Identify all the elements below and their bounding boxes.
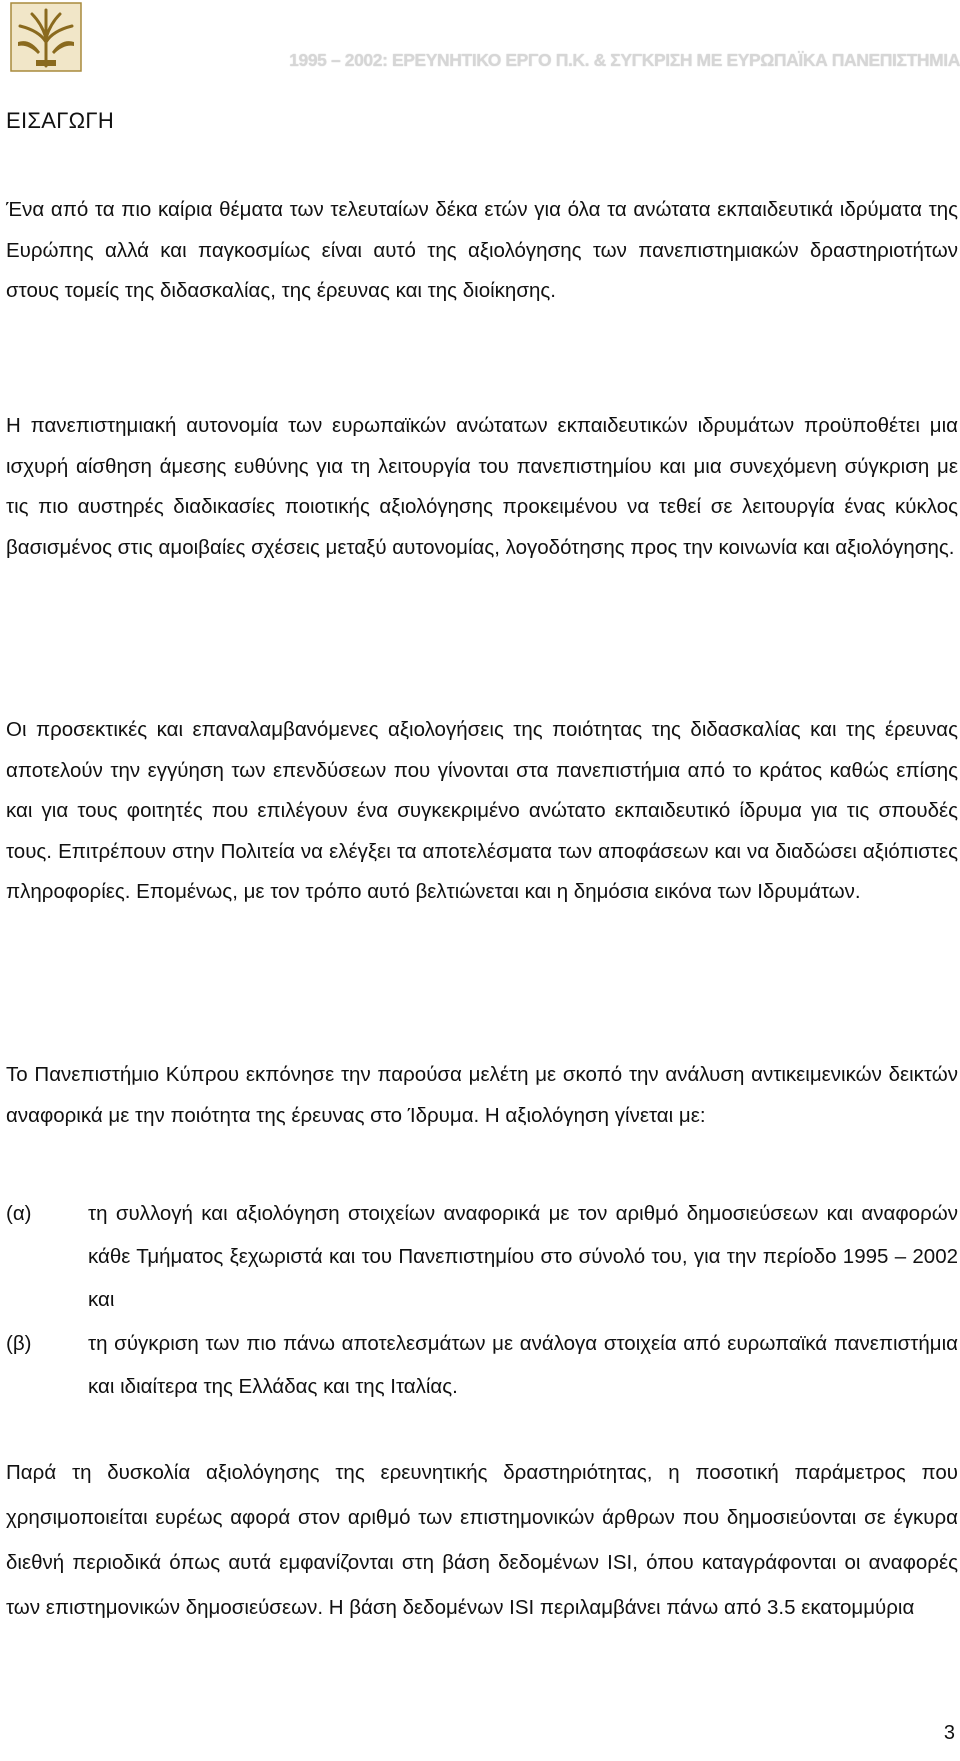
paragraph: Παρά τη δυσκολία αξιολόγησης της ερευνητικής δραστηριότητας, η ποσοτική παράμετρος που χρησιμοποιείται ευρέως αφορά στον αριθμό των επιστημονικών άρθρων που δημοσιεύονται σε έγκυρα διεθνή περιοδικά όπως αυτά εμφανίζονται στη βάση δεδομένων ISI, όπου καταγράφονται οι αναφορές των επιστημονικών δημοσιεύσεων. Η βάση δεδομένων ISI περιλαμβάνει πάνω από 3.5 εκατομμύρια [6, 1461, 958, 1619]
paragraph: Η πανεπιστημιακή αυτονομία των ευρωπαϊκών ανώτατων εκπαιδευτικών ιδρυμάτων προϋποθέτει μια ισχυρή αίσθηση άμεσης ευθύνης για τη λειτουργία του πανεπιστημίου και μια συνεχόμενη σύγκριση με τις πιο αυστηρές διαδικασίες ποιοτικής αξιολόγησης προκειμένου να τεθεί σε λειτουργία ένας κύκλος βασισμένος στις αμοιβαίες σχέσεις μεταξύ αυτονομίας, λογοδότησης προς την κοινωνία και αξιολόγησης. [6, 414, 958, 559]
page-number: 3 [943, 1722, 955, 1744]
university-cyprus-tree-logo-icon [10, 2, 82, 72]
paragraph: Το Πανεπιστήμιο Κύπρου εκπόνησε την παρούσα μελέτη με σκοπό την ανάλυση αντικειμενικών δεικτών αναφορικά με την ποιότητα της έρευνας στο Ίδρυμα. Η αξιολόγηση γίνεται με: [6, 1063, 958, 1127]
list-item-text: τη συλλογή και αξιολόγηση στοιχείων αναφορικά με τον αριθμό δημοσιεύσεων και αναφορών κάθε Τμήματος ξεχωριστά και του Πανεπιστημίου στο σύνολό του, για την περίοδο 1995 – 2002 και [88, 1202, 958, 1311]
running-title: 1995 – 2002: ΕΡΕΥΝΗΤΙΚΟ ΕΡΓΟ Π.Κ. & ΣΥΓΚΡΙΣΗ ΜΕ ΕΥΡΩΠΑΪΚΑ ΠΑΝΕΠΙΣΤΗΜΙΑ [289, 50, 960, 70]
paragraph: Οι προσεκτικές και επαναλαμβανόμενες αξιολογήσεις της ποιότητας της διδασκαλίας και της έρευνας αποτελούν την εγγύηση των επενδύσεων που γίνονται στα πανεπιστήμια από το κράτος καθώς επίσης και για τους φοιτητές που επιλέγουν ένα συγκεκριμένο ανώτατο εκπαιδευτικό ίδρυμα για τις σπουδές τους. Επιτρέπουν στην Πολιτεία να ελέγξει τα αποτελέσματα των αποφάσεων και να διαδώσει αξιόπιστες πληροφορίες. Επομένως, με τον τρόπο αυτό βελτιώνεται και η δημόσια εικόνα των Ιδρυμάτων. [6, 718, 958, 904]
list-item-text: τη σύγκριση των πιο πάνω αποτελεσμάτων με ανάλογα στοιχεία από ευρωπαϊκά πανεπιστήμια και ιδιαίτερα της Ελλάδας και της Ιταλίας. [88, 1332, 958, 1398]
paragraph: Ένα από τα πιο καίρια θέματα των τελευταίων δέκα ετών για όλα τα ανώτατα εκπαιδευτικά ιδρύματα της Ευρώπης αλλά και παγκοσμίως είναι αυτό της αξιολόγησης των πανεπιστημιακών δραστηριοτήτων στους τομείς της διδασκαλίας, της έρευνας και της διοίκησης. [6, 198, 958, 303]
list-marker: (β) [6, 1332, 32, 1355]
section-heading: ΕΙΣΑΓΩΓΗ [6, 108, 115, 133]
list-marker: (α) [6, 1202, 32, 1225]
page-header [0, 0, 960, 76]
